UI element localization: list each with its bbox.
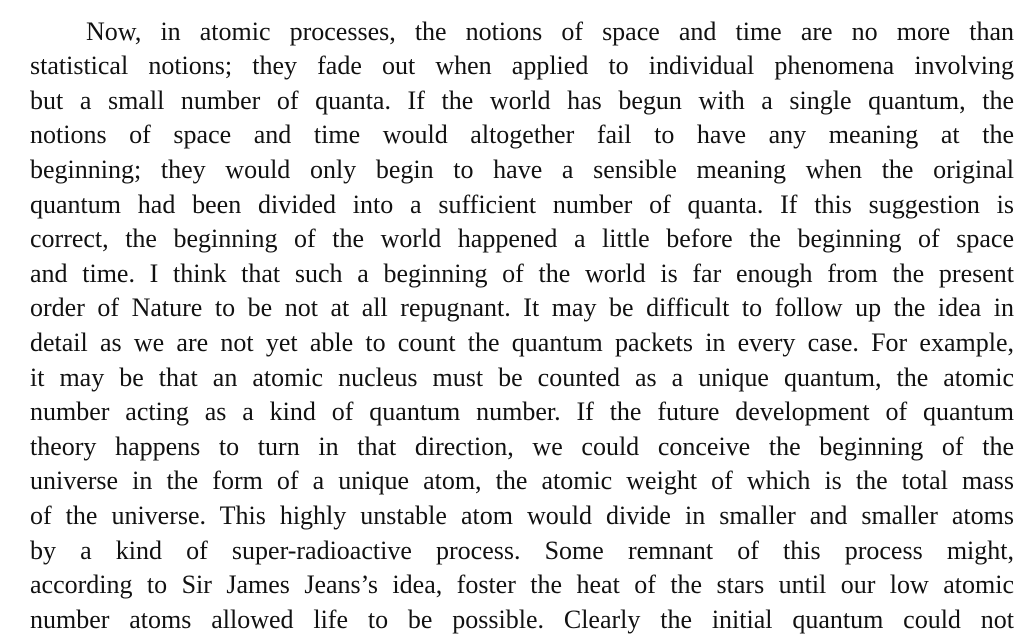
text-line: correct, the beginning of the world happened a little before the beginning of space [30, 224, 1014, 254]
paragraph [30, 0, 1014, 637]
text-line: according to Sir James Jeans’s idea, foster the heat of the stars until our low atomic [30, 570, 1014, 600]
text-line: beginning; they would only begin to have a sensible meaning when the original [30, 154, 1014, 184]
text-line: notions of space and time would altogether fail to have any meaning at the [30, 120, 1014, 150]
text-line: universe in the form of a unique atom, the atomic weight of which is the total mass [30, 466, 1014, 496]
text-line-cut [30, 0, 1014, 15]
text-line: by a kind of super-radioactive process. Some remnant of this process might, [30, 535, 1014, 565]
text-line: order of Nature to be not at all repugnant. It may be difficult to follow up the idea in [30, 293, 1014, 323]
text-line: it may be that an atomic nucleus must be counted as a unique quantum, the atomic [30, 362, 1014, 392]
text-line: and time. I think that such a beginning of the world is far enough from the present [30, 258, 1014, 288]
text-line: number acting as a kind of quantum number. If the future development of quantum [30, 397, 1014, 427]
text-line: number atoms allowed life to be possible. Clearly the initial quantum could not [30, 604, 1014, 634]
text-line: quantum had been divided into a sufficient number of quanta. If this suggestion is [30, 189, 1014, 219]
text-line: but a small number of quanta. If the world has begun with a single quantum, the [30, 85, 1014, 115]
text-line: theory happens to turn in that direction, we could conceive the beginning of the [30, 431, 1014, 461]
text-line: detail as we are not yet able to count the quantum packets in every case. For example, [30, 327, 1014, 357]
text-line: of the universe. This highly unstable atom would divide in smaller and smaller atoms [30, 500, 1014, 530]
text-line: Now, in atomic processes, the notions of space and time are no more than [86, 16, 1014, 46]
text-line: statistical notions; they fade out when applied to individual phenomena involving [30, 51, 1014, 81]
